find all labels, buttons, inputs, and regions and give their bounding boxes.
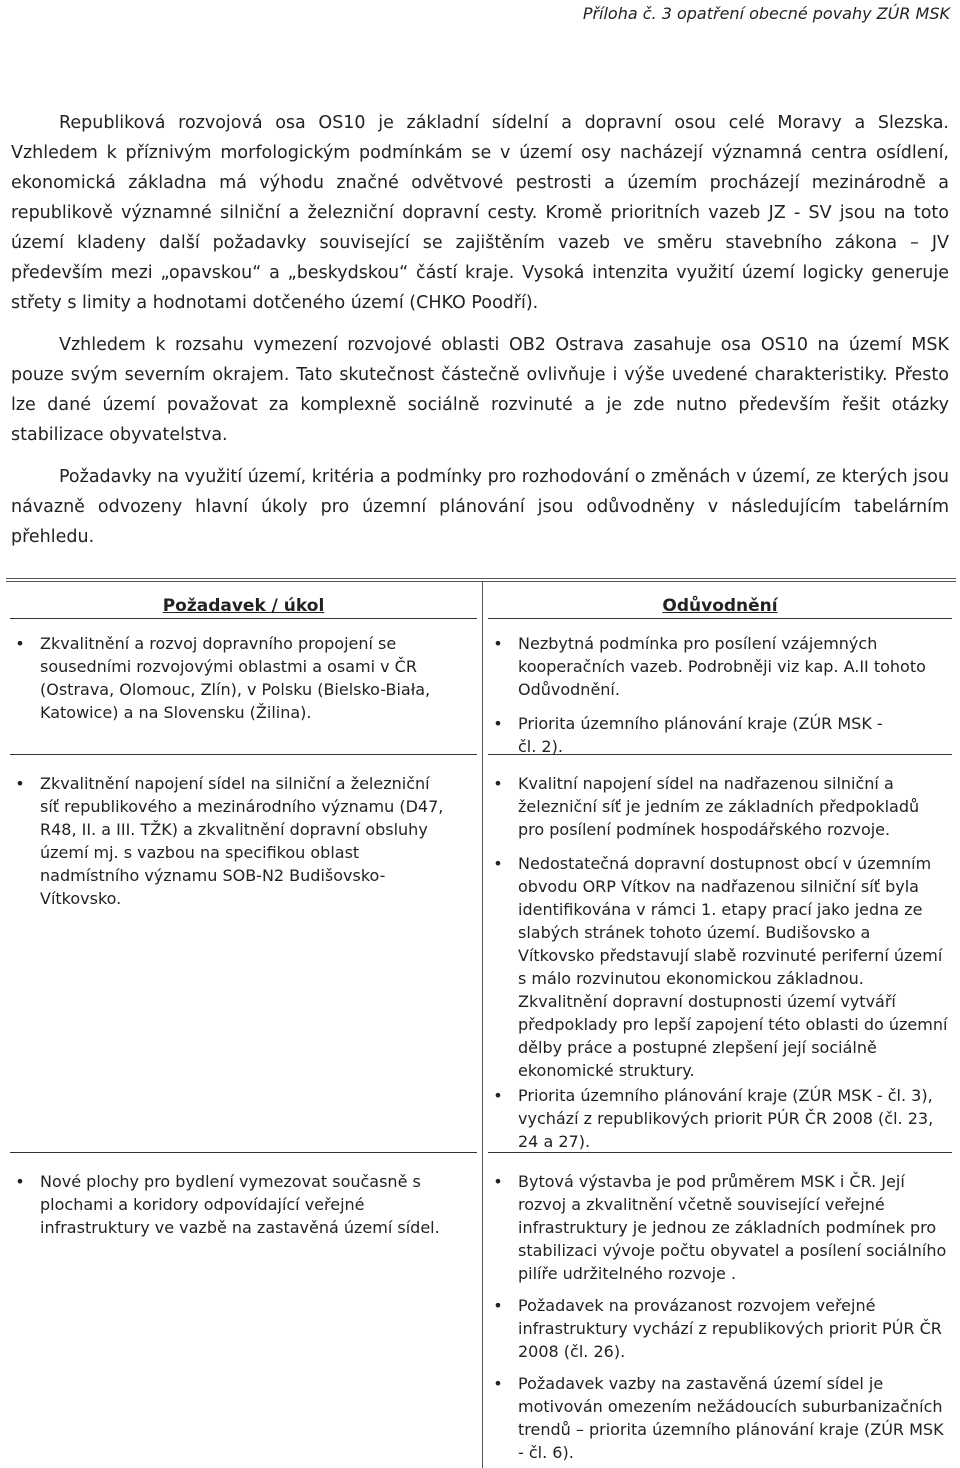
requirements-table: Požadavek / úkol • Zkvalitnění a rozvoj dopravního propojení se sousedními rozvojovými oblastmi a osami v ČR (Ostrava, Olomouc, Zlín), v Polsku (Bielsko-Biała, Katowice) a na Slovensku (Žilina). • Zkvalitnění napojení sídel na silniční a železniční síť republikového a mezinárodního významu (D47, R48, II. a III. TŽK) a zkvalitnění dopravní obsluhy území mj. s vazbou na specifikou oblast nadmístního významu SOB-N2 Budišovsko-Vítkovsko. • Nové plochy pro bydlení vymezovat současně s plochami a koridory odpovídající veřejné infrastruktury ve vazbě na zastavěná území sídel. Odůvodnění • Nezbytná podmínka pro posílení vzájemných kooperačních vazeb. Podrobněji viz kap. A.II tohoto Odůvodnění. • Priorita územního plánování kraje (ZÚR MSK - čl. 2). • Kvalitní napojení sídel na nadřazenou silniční a železniční síť je jedním ze základních předpokladů pro posílení podmínek hospodářského rozvoje. • Nedostatečná dopravní dostupnost obcí v územním obvodu ORP Vítkov na nadřazenou silniční síť byla identifikována v rámci 1. etapy prací jako jedna ze slabých stránek tohoto území. Budišovsko a Vítkovsko představují slabě rozvinuté periferní území s málo rozvinutou ekonomickou základnou. Zkvalitnění dopravní dostupnosti území vytváří předpoklady pro lepší zapojení této oblasti do územní dělby práce a postupné zlepšení její sociálně ekonomické struktury. • Priorita územního plánování kraje (ZÚR MSK - čl. 3), vychází z republikových priorit PÚR ČR 2008 (čl. 23, 24 a 27). • Bytová výstavba je pod průměrem MSK i ČR. Její rozvoj a zkvalitnění včetně související veřejné infrastruktury je jednou ze základních podmínek pro stabilizaci vývoje počtu obyvatel a posílení sociálního pilíře udržitelného rozvoje . • Požadavek na provázanost rozvojem veřejné infrastruktury vychází z republikových priorit PÚR ČR 2008 (čl. 26). • Požadavek vazby na zastavěná území sídel je motivován omezením nežádoucích suburbanizačních trendů – priorita územního plánování kraje (ZÚR MSK - čl. 6). <box>6 578 956 1468</box>
paragraph-1: Republiková rozvojová osa OS10 je základní sídelní a dopravní osou celé Moravy a Slezska. Vzhledem k příznivým morfologickým podmínkám se v území osy nacházejí významná centra osídlení, ekonomická základna má výhodu značné odvětvové pestrosti a územím procházejí mezinárodně a republikově významné silniční a železniční dopravní cesty. Kromě prioritních vazeb JZ - SV jsou na toto území kladeny další požadavky související se zajištěním vazeb ve směru stavebního zákona – JV především mezi „opavskou“ a „beskydskou“ částí kraje. Vysoká intenzita využití území logicky generuje střety s limity a hodnotami dotčeného území (CHKO Poodří). <box>11 113 949 313</box>
justification-header: Odůvodnění <box>662 596 778 616</box>
paragraph-2: Vzhledem k rozsahu vymezení rozvojové oblasti OB2 Ostrava zasahuje osa OS10 na území MSK pouze svým severním okrajem. Tato skutečnost částečně ovlivňuje i výše uvedené charakteristiky. Přesto lze dané území považovat za komplexně sociálně rozvinuté a je zde nutno především řešit otázky stabilizace obyvatelstva. <box>11 335 949 445</box>
row-separator <box>10 1152 477 1153</box>
page-header: Příloha č. 3 opatření obecné povahy ZÚR MSK <box>582 4 950 23</box>
requirements-header: Požadavek / úkol <box>162 596 325 616</box>
row-separator <box>488 1152 952 1153</box>
row-separator <box>488 754 952 755</box>
column-divider <box>482 582 483 1468</box>
paragraph-3: Požadavky na využití území, kritéria a podmínky pro rozhodování o změnách v území, ze kterých jsou návazně odvozeny hlavní úkoly pro územní plánování jsou odůvodněny v následujícím tabelárním přehledu. <box>11 467 949 547</box>
row-separator <box>10 754 477 755</box>
